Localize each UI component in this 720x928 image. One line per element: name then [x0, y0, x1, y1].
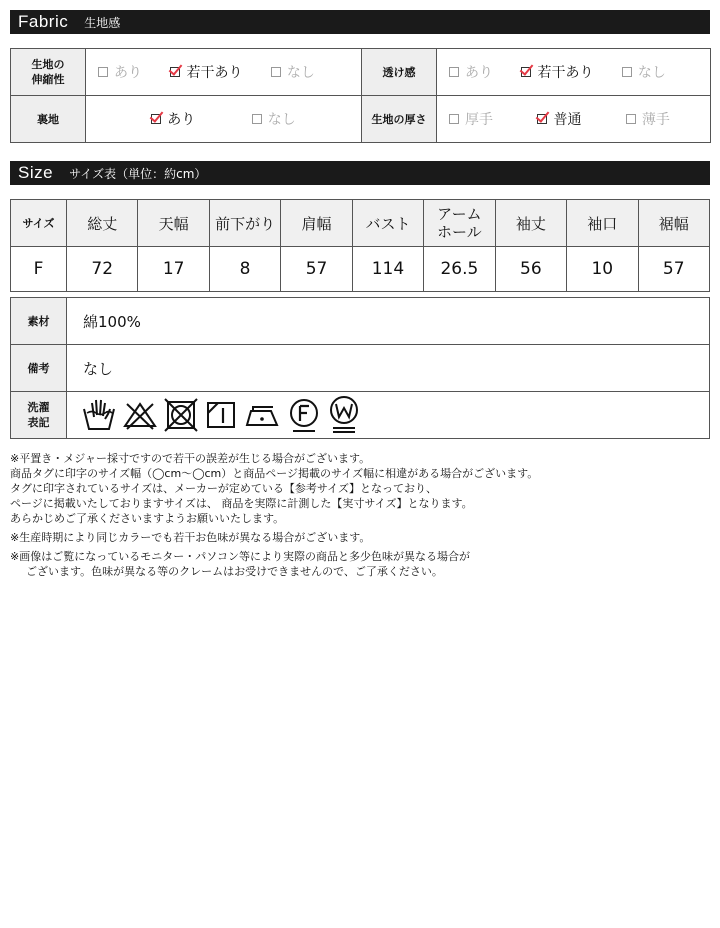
care-icons	[67, 392, 710, 439]
checkbox-icon	[98, 67, 108, 77]
size-header-cell: 天幅	[138, 200, 209, 247]
size-header-row	[11, 200, 710, 247]
disclaimer-line: あらかじめご了承くださいますようお願いいたします。	[10, 512, 285, 525]
stretch-label-line2: 伸縮性	[31, 73, 65, 86]
size-header-cell: アーム ホール	[424, 200, 495, 247]
size-subtitle: サイズ表（単位：約cm）	[69, 166, 207, 181]
size-header-cell: サイズ	[11, 200, 67, 247]
sheer-option-yes: あり	[449, 62, 493, 82]
checkbox-icon	[271, 67, 281, 77]
size-header-cell: 肩幅	[281, 200, 352, 247]
disclaimer-line: タグに印字されているサイズは、メーカーが定めている【参考サイズ】となっており、	[10, 482, 438, 495]
thickness-option-thick: 厚手	[449, 109, 493, 129]
lining-option-no: なし	[252, 109, 296, 129]
disclaimer-line: ページに掲載いたしておりますサイズは、 商品を実際に計測した【実寸サイズ】となります。	[10, 497, 473, 510]
stretch-option-no: なし	[271, 62, 315, 82]
thickness-options	[437, 96, 711, 143]
disclaimer-line: 商品タグに印字のサイズ幅（◯cm〜◯cm）と商品ページ掲載のサイズ幅に相違がある場合がございます。	[10, 467, 539, 480]
checkbox-icon	[622, 67, 632, 77]
disclaimer-line: ※平置き・メジャー採寸ですので若干の誤差が生じる場合がございます。	[10, 452, 371, 465]
size-header-cell: 袖口	[567, 200, 638, 247]
no-bleach-icon	[123, 398, 157, 432]
size-header-cell: 袖丈	[495, 200, 566, 247]
stretch-label	[11, 49, 86, 96]
dry-clean-f-icon	[287, 396, 321, 434]
size-header-cell: 前下がり	[209, 200, 280, 247]
line-dry-shade-icon	[205, 399, 237, 431]
size-value-cell: F	[11, 247, 67, 292]
stretch-options	[86, 49, 362, 96]
care-label-line1: 洗濯	[27, 401, 50, 414]
checkbox-checked-icon	[170, 67, 180, 77]
size-value-cell: 57	[638, 247, 710, 292]
sheer-option-slight: 若干あり	[521, 62, 593, 82]
sheer-option-no: なし	[622, 62, 666, 82]
checkbox-checked-icon	[521, 67, 531, 77]
size-value-cell: 26.5	[424, 247, 495, 292]
disclaimer-line: ※生産時期により同じカラーでも若干お色味が異なる場合がございます。	[10, 531, 371, 544]
details-table	[10, 297, 710, 439]
thickness-option-normal: 普通	[537, 109, 581, 129]
size-value-cell: 8	[209, 247, 280, 292]
hand-wash-icon	[81, 397, 117, 433]
notes-value: なし	[67, 345, 710, 392]
checkbox-icon	[449, 114, 459, 124]
size-header-cell: バスト	[352, 200, 423, 247]
size-title: Size	[18, 163, 54, 182]
lining-option-yes: あり	[151, 109, 195, 129]
size-value-row	[11, 247, 710, 292]
care-label	[11, 392, 67, 439]
disclaimer-line: ※画像はご覧になっているモニター・パソコン等により実際の商品と多少色味が異なる場合が	[10, 550, 470, 563]
size-value-cell: 72	[67, 247, 138, 292]
checkbox-icon	[252, 114, 262, 124]
fabric-title: Fabric	[18, 12, 69, 31]
material-value: 綿100%	[67, 298, 710, 345]
size-header-cell: 総丈	[67, 200, 138, 247]
thickness-label: 生地の厚さ	[362, 96, 437, 143]
stretch-option-slight: 若干あり	[170, 62, 242, 82]
notes-label: 備考	[11, 345, 67, 392]
size-value-cell: 17	[138, 247, 209, 292]
fabric-subtitle: 生地感	[84, 15, 121, 30]
no-tumble-dry-icon	[163, 397, 199, 433]
size-value-cell: 57	[281, 247, 352, 292]
size-table	[10, 199, 710, 292]
disclaimer-notes	[10, 451, 710, 579]
sheerness-options	[437, 49, 711, 96]
lining-label: 裏地	[11, 96, 86, 143]
care-label-line2: 表記	[27, 416, 50, 429]
checkbox-checked-icon	[151, 114, 161, 124]
fabric-table	[10, 48, 711, 143]
thickness-option-thin: 薄手	[626, 109, 670, 129]
sheerness-label: 透け感	[362, 49, 437, 96]
checkbox-checked-icon	[537, 114, 547, 124]
stretch-label-line1: 生地の	[31, 58, 65, 71]
checkbox-icon	[626, 114, 636, 124]
checkbox-icon	[449, 67, 459, 77]
fabric-section-header	[10, 10, 710, 34]
stretch-option-yes: あり	[98, 62, 142, 82]
size-section-header	[10, 161, 710, 185]
size-value-cell: 114	[352, 247, 423, 292]
wet-clean-w-icon	[327, 395, 361, 435]
lining-options	[86, 96, 362, 143]
size-value-cell: 56	[495, 247, 566, 292]
size-value-cell: 10	[567, 247, 638, 292]
material-label: 素材	[11, 298, 67, 345]
size-header-cell: 裾幅	[638, 200, 710, 247]
low-iron-icon	[243, 399, 281, 431]
disclaimer-line: ございます。色味が異なる等のクレームはお受けできませんので、ご了承ください。	[26, 565, 443, 578]
